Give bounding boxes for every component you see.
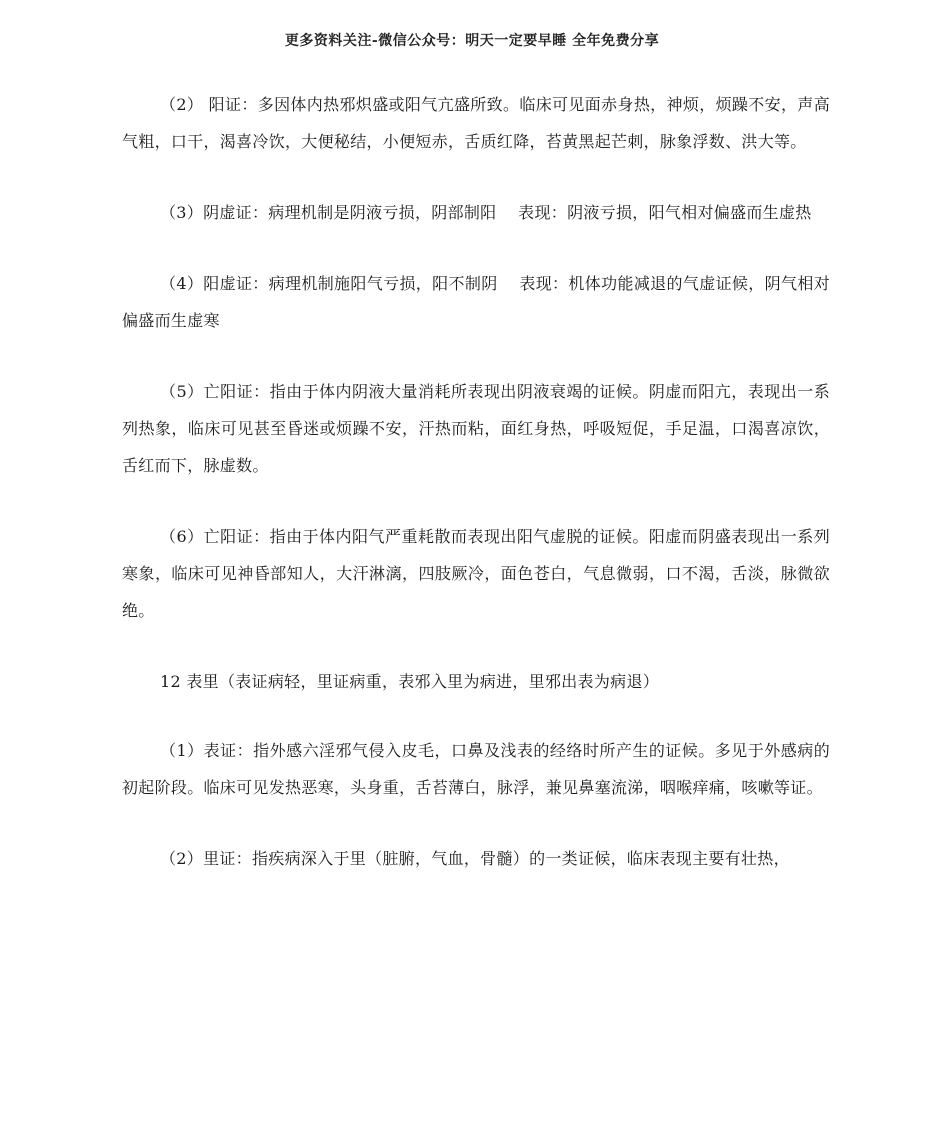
paragraph-yang-syndrome: （2） 阳证：多因体内热邪炽盛或阳气亢盛所致。临床可见面赤身热，神烦，烦躁不安，声高气粗，口干，渴喜冷饮，大便秘结，小便短赤，舌质红降，苔黄黑起芒刺，脉象浮数、洪大等。 (122, 95, 830, 151)
paragraph-collapse-6: （6）亡阳证：指由于体内阳气严重耗散而表现出阳气虚脱的证候。阳虚而阴盛表现出一系列寒象，临床可见神昏部知人，大汗淋漓，四肢厥冷，面色苍白，气息微弱，口不渴，舌淡，脉微欲绝。 (122, 527, 830, 620)
paragraph-collapse-5: （5）亡阳证：指由于体内阴液大量消耗所表现出阴液衰竭的证候。阴虚而阳亢，表现出一系列热象，临床可见甚至昏迷或烦躁不安，汗热而粘，面红身热，呼吸短促，手足温，口渴喜凉饮，舌红而下，脉虚数。 (122, 382, 830, 475)
paragraph-exterior-syndrome: （1）表证：指外感六淫邪气侵入皮毛，口鼻及浅表的经络时所产生的证候。多见于外感病的初起阶段。临床可见发热恶寒，头身重，舌苔薄白，脉浮，兼见鼻塞流涕，咽喉痒痛，咳嗽等证。 (122, 741, 830, 797)
document-body (122, 86, 830, 911)
paragraph-interior-syndrome: （2）里证：指疾病深入于里（脏腑，气血，骨髓）的一类证候，临床表现主要有壮热， (160, 849, 790, 868)
paragraph-yang-deficiency: （4）阳虚证：病理机制施阳气亏损，阳不制阴 表现：机体功能减退的气虚证候，阴气相对偏盛而生虚寒 (122, 274, 830, 330)
page-header: 更多资料关注-微信公众号：明天一定要早睡 全年免费分享 (284, 33, 660, 49)
paragraph-yin-deficiency: （3）阴虚证：病理机制是阴液亏损，阴部制阳 表现：阴液亏损，阳气相对偏盛而生虚热 (160, 203, 812, 222)
section-heading-exterior-interior: 12 表里（表证病轻，里证病重，表邪入里为病进，里邪出表为病退） (160, 672, 660, 691)
